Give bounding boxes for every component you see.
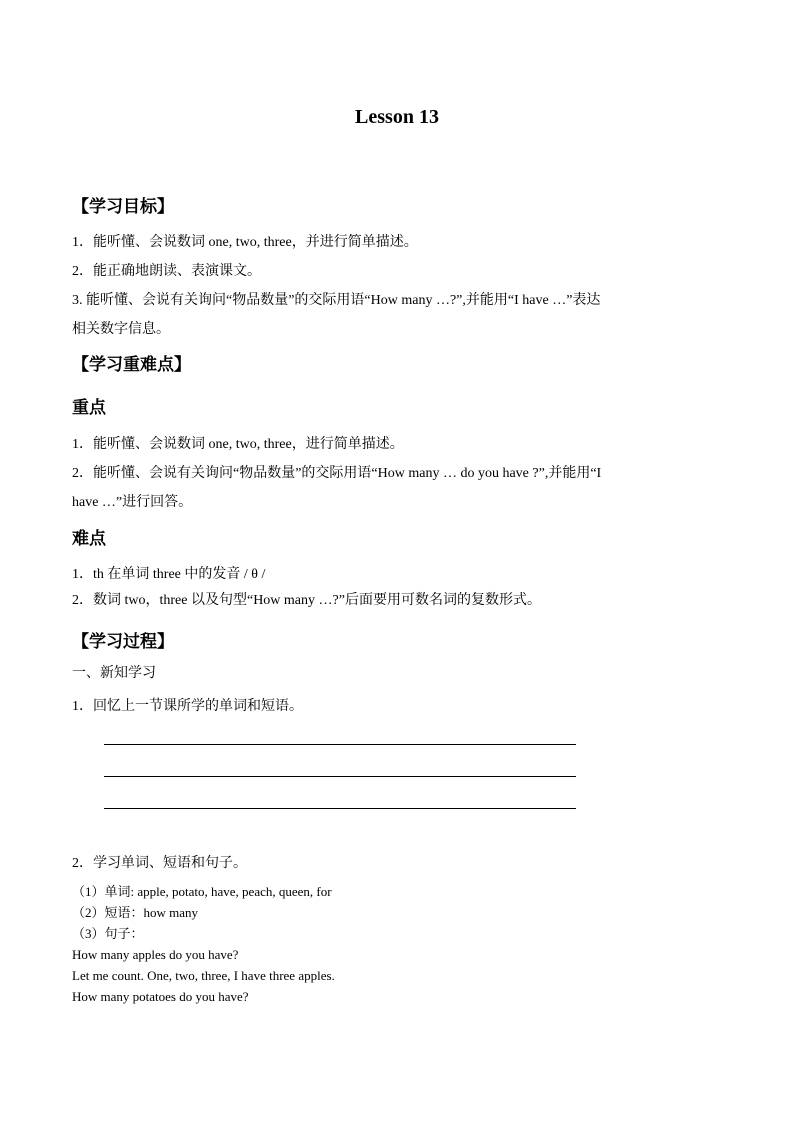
- sentences-label: （3）句子：: [72, 926, 144, 941]
- page-title: Lesson 13: [355, 106, 439, 128]
- sentence-line: How many potatoes do you have?: [72, 989, 249, 1004]
- focus-item-continuation: have …”进行回答。: [72, 495, 193, 510]
- goal-item-continuation: 相关数字信息。: [72, 322, 170, 337]
- focus-label: 重点: [72, 398, 106, 418]
- sentence-line: How many apples do you have?: [72, 947, 239, 962]
- phrases-line: （2）短语：how many: [72, 905, 199, 920]
- goals-heading: 【学习目标】: [72, 197, 174, 217]
- focus-item: 1．能听懂、会说数词 one, two, three，进行简单描述。: [72, 437, 404, 452]
- sentence-line: Let me count. One, two, three, I have three apples.: [72, 968, 335, 983]
- words-line: （1）单词: apple, potato, have, peach, queen, for: [72, 884, 332, 899]
- goal-item: 2．能正确地朗读、表演课文。: [72, 264, 261, 279]
- answer-line: [104, 808, 576, 809]
- difficult-item: 1．th 在单词 three 中的发音 / θ /: [72, 567, 266, 582]
- process-heading: 【学习过程】: [72, 632, 174, 652]
- goal-item: 1．能听懂、会说数词 one, two, three，并进行简单描述。: [72, 235, 418, 250]
- answer-line: [104, 776, 576, 777]
- goal-item: 3. 能听懂、会说有关询问“物品数量”的交际用语“How many …?”,并能用“I have …”表达: [72, 293, 601, 308]
- difficult-item: 2．数词 two，three 以及句型“How many …?”后面要用可数名词的复数形式。: [72, 593, 541, 608]
- section-new-learning: 一、新知学习: [72, 666, 156, 681]
- focus-item: 2．能听懂、会说有关询问“物品数量”的交际用语“How many … do you have ?”,并能用“I: [72, 466, 602, 481]
- difficult-label: 难点: [72, 529, 106, 549]
- answer-line: [104, 744, 576, 745]
- key-points-heading: 【学习重难点】: [72, 355, 191, 375]
- step-learn: 2．学习单词、短语和句子。: [72, 856, 247, 871]
- step-recall: 1．回忆上一节课所学的单词和短语。: [72, 699, 303, 714]
